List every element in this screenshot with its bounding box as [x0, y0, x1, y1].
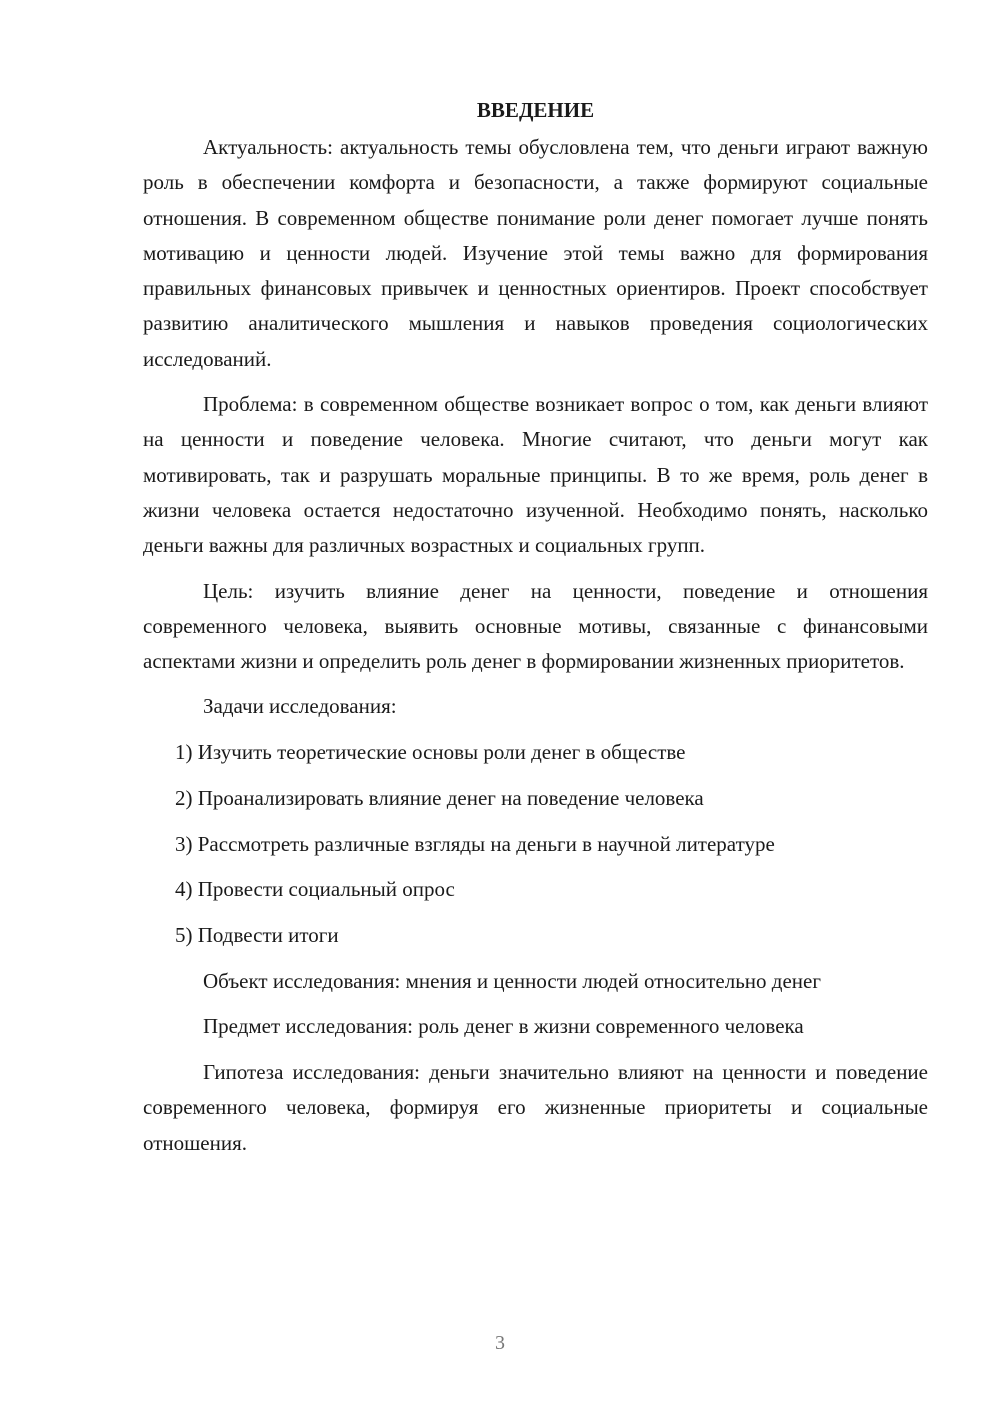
task-item: 4) Провести социальный опрос — [175, 877, 455, 902]
page-title: ВВЕДЕНИЕ — [476, 98, 595, 122]
tasks-title: Задачи исследования: — [203, 694, 397, 719]
page-number: 3 — [495, 1332, 505, 1354]
goal-paragraph: Цель: изучить влияние денег на ценности, поведение и отношения современного человека, выявить основные мотивы, связанные с финансовыми аспектами жизни и определить роль денег в формировании жизненных приоритетов. — [143, 578, 928, 674]
task-item: 1) Изучить теоретические основы роли денег в обществе — [175, 740, 686, 765]
task-item: 5) Подвести итоги — [175, 922, 339, 947]
subject-paragraph: Предмет исследования: роль денег в жизни современного человека — [203, 1014, 804, 1039]
document-page — [143, 92, 928, 1171]
task-item: 3) Рассмотреть различные взгляды на деньги в научной литературе — [175, 831, 775, 856]
problem-paragraph: Проблема: в современном обществе возникает вопрос о том, как деньги влияют на ценности и поведение человека. Многие считают, что деньги могут как мотивировать, так и разрушать моральные принципы. В то же время, роль денег в жизни человека остается недостаточно изученной. Необходимо понять, насколько деньги важны для различных возрастных и социальных групп. — [143, 392, 928, 558]
object-paragraph: Объект исследования: мнения и ценности людей относительно денег — [203, 968, 821, 993]
relevance-paragraph: Актуальность: актуальность темы обусловлена тем, что деньги играют важную роль в обеспечении комфорта и безопасности, а также формируют социальные отношения. В современном обществе понимание роли денег помогает лучше понять мотивацию и ценности людей. Изучение этой темы важно для формирования правильных финансовых привычек и ценностных ориентиров. Проект способствует развитию аналитического мышления и навыков проведения социологических исследований. — [143, 135, 928, 371]
tasks-list — [143, 735, 928, 953]
hypothesis-paragraph: Гипотеза исследования: деньги значительно влияют на ценности и поведение современного человека, формируя его жизненные приоритеты и социальные отношения. — [143, 1059, 928, 1155]
task-item: 2) Проанализировать влияние денег на поведение человека — [175, 785, 704, 810]
